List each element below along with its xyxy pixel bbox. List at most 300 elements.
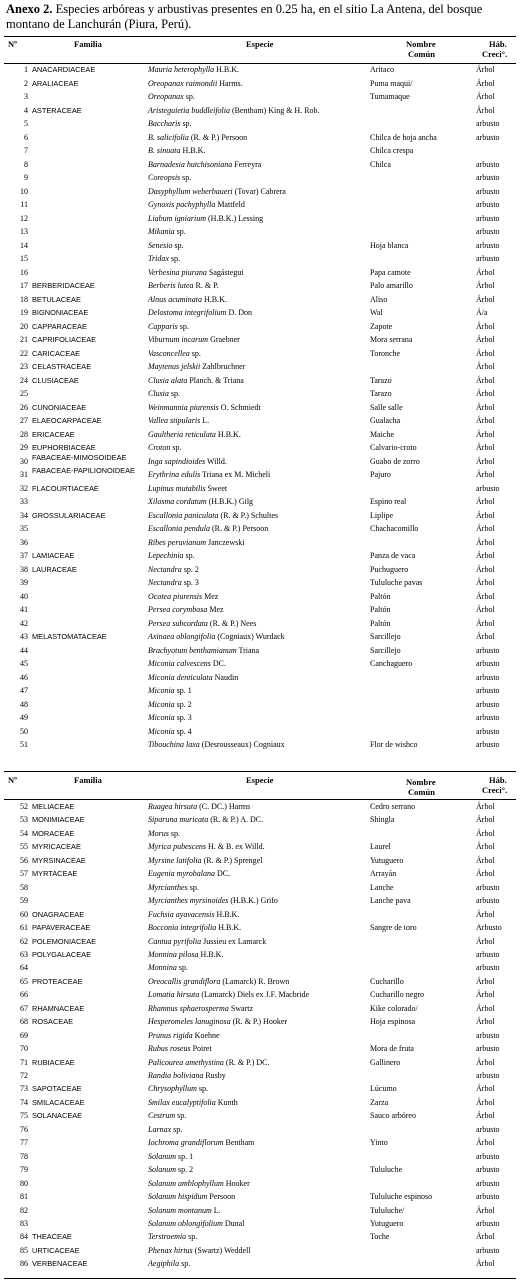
growth-habit-cell: arbusto [476,254,500,263]
species-author: (R. & P.) Persoon [188,132,248,142]
species-cell [148,1058,402,1068]
species-cell [148,673,402,683]
growth-habit-cell: Árbol [476,537,495,547]
species-author: sp. [179,1259,191,1269]
species-author: (Tovar) Cabrera [232,186,286,196]
common-name-cell: Toronche [370,348,401,358]
species-author: Bentham [223,1138,255,1148]
row-number: 30 [20,456,28,466]
family-cell: ARALIACEAE [32,78,79,88]
row-number: 43 [20,632,28,641]
species-name: Hesperomeles lanuginosa [148,1017,231,1027]
row-number: 33 [20,497,28,506]
species-cell [148,268,402,278]
row-number: 36 [20,537,28,547]
growth-habit-cell: Árbol [476,416,495,425]
species-name: B. sinuata [148,146,181,155]
common-name-cell: Flor de wishco [370,740,418,749]
species-author: DC. [210,659,226,668]
species-cell [148,937,402,947]
caption-text: Especies arbóreas y arbustivas presentes en 0.25 ha, en el sitio La Antena, del bosque montano de Lanchurán (Piura, Perú). [6,2,483,31]
species-cell [148,578,402,588]
species-cell [148,632,402,642]
family-cell: CUNONIACEAE [32,402,87,412]
species-author: Persoon [207,1192,236,1202]
growth-habit-cell: arbusto [476,119,500,128]
common-name-cell: Chachacomillo [370,524,419,533]
species-author: Ferreyra [232,159,262,169]
species-cell [148,538,402,548]
species-author: Hooker [223,1178,250,1188]
header-nombre: Nombre [406,39,436,49]
common-name-cell: Pajuro [370,470,391,479]
row-number: 21 [20,335,28,344]
common-name-cell: Chilca de hoja ancha [370,132,437,142]
common-name-cell: Lanche [370,882,394,892]
growth-habit-cell: Árbol [476,802,495,811]
species-cell [148,896,402,906]
species-name: Weinmannia piurensis [148,402,219,412]
species-cell [148,227,402,237]
row-number: 6 [24,132,28,142]
family-cell: POLYGALACEAE [32,949,92,959]
growth-habit-cell: arbusto [476,213,500,223]
species-cell [148,92,402,102]
growth-habit-cell: arbusto [476,1030,500,1040]
growth-habit-cell: Árbol [476,510,495,520]
species-author: H.B.K. [214,909,240,919]
species-cell [148,1152,402,1162]
common-name-cell: Sauco arbóreo [370,1111,416,1121]
row-number: 10 [20,186,28,196]
family-cell: SMILACACEAE [32,1097,85,1107]
growth-habit-cell: arbusto [476,882,500,892]
row-number: 14 [20,240,28,250]
species-cell [148,1125,402,1135]
family-cell: MELASTOMATACEAE [32,632,107,641]
species-author: Mez [202,591,219,601]
species-author: (R. & P.) Sprengel [201,855,263,865]
species-author: sp. [172,240,184,250]
species-name: Miconia denticulata [148,672,213,682]
family-cell: PAPAVERACEAE [32,923,91,933]
species-cell [148,335,402,345]
species-name: Viburnum incarum [148,335,209,344]
growth-habit-cell: Árbol [476,105,495,115]
row-number: 16 [20,267,28,277]
growth-habit-cell: arbusto [476,227,500,236]
species-name: Inga sapindioides [148,456,206,466]
species-name: Escallonia paniculata [148,510,219,520]
species-name: Palicourea amethystina [148,1057,224,1067]
growth-habit-cell: arbusto [476,1151,500,1161]
species-name: Iochroma grandiflorum [148,1138,224,1148]
growth-habit-cell: arbusto [476,1192,500,1202]
species-name: Vallea stipularis [148,416,201,425]
row-number: 27 [20,416,28,425]
row-number: 59 [20,896,28,906]
species-author: DC. [215,869,231,879]
species-author: L. [211,1205,221,1215]
species-cell [148,497,402,507]
growth-habit-cell: arbusto [476,159,500,169]
species-cell [148,659,402,669]
growth-habit-cell: Árbol [476,402,495,412]
species-cell [148,484,402,494]
species-author: (Lamarck) Diels ex J.F. Macbride [199,990,310,1000]
growth-habit-cell: Árbol [476,362,495,371]
row-number: 29 [20,443,28,452]
row-number: 24 [20,375,28,385]
species-cell [148,977,402,987]
family-cell: MELIACEAE [32,802,75,811]
table-bottom-rule [4,1278,516,1279]
species-name: Solanum [148,1165,176,1175]
common-name-cell: Sarcillejo [370,632,401,641]
species-name: Maytenus jelskii [148,362,201,371]
row-number: 35 [20,524,28,533]
species-cell [148,362,402,372]
family-cell: CELASTRACEAE [32,362,92,371]
species-cell [148,295,402,305]
growth-habit-cell: arbusto [476,659,500,668]
common-name-cell: Calvario-croto [370,443,417,452]
row-number: 5 [24,119,28,128]
species-cell [148,1071,402,1081]
growth-habit-cell: arbusto [476,1044,500,1054]
common-name-cell: Tumamaque [370,92,410,101]
family-cell: MYRTACEAE [32,869,78,879]
family-cell: BIGNONIACEAE [32,308,89,317]
species-author: H.B.K. [202,294,227,304]
row-number: 79 [20,1165,28,1175]
growth-habit-cell: Árbol [476,1003,495,1013]
species-author: sp. [168,254,181,263]
species-cell [148,308,402,318]
common-name-cell: Cucharillo negro [370,990,424,1000]
row-number: 38 [20,564,28,574]
species-author: H.B.K. [216,923,242,933]
species-cell [148,829,402,839]
row-number: 39 [20,578,28,587]
species-cell [148,1206,402,1216]
species-cell [148,565,402,575]
species-cell [148,133,402,143]
growth-habit-cell: Árbol [476,842,495,852]
row-number: 8 [24,159,28,169]
species-author: (R. & P.) Persoon [210,524,269,533]
row-number: 13 [20,227,28,236]
row-number: 81 [20,1192,28,1202]
row-number: 3 [24,92,28,101]
row-number: 57 [20,869,28,879]
growth-habit-cell: Árbol [476,335,495,344]
family-cell: MORACEAE [32,828,75,838]
row-number: 40 [20,591,28,601]
species-author: sp. [168,389,181,398]
species-author: Koehne [192,1030,220,1040]
growth-habit-cell: Árbol [476,618,495,628]
species-author: (R. & P.) A. DC. [208,815,264,825]
species-cell [148,1232,402,1242]
family-cell: EUPHORBIACEAE [32,443,96,452]
species-name: Miconia [148,686,175,695]
species-author: D. Don [226,308,253,317]
species-author: (H.B.K.) Gilg [206,497,254,506]
common-name-cell: Tululuche espinoso [370,1192,433,1202]
growth-habit-cell: Árbol [476,1111,495,1121]
growth-habit-cell: Árbol [476,267,495,277]
row-number: 73 [20,1084,28,1094]
species-cell [148,727,402,737]
species-author: (R. & P.) Schultes [218,510,278,520]
common-name-cell: Papa camote [370,267,411,277]
species-name: Berberis lutea [148,281,194,290]
species-name: Myrsine latifolia [148,855,202,865]
species-name: Cestrum [148,1111,176,1121]
species-name: Myrcianthes myrsinoides [148,896,229,906]
row-number: 48 [20,699,28,709]
growth-habit-cell: Árbol [476,78,495,88]
species-cell [148,551,402,561]
species-author: (Lamarck) R. Brown [220,976,290,986]
species-author: sp. [183,551,195,560]
species-name: Tibouchina laxa [148,740,200,749]
common-name-cell: Gualacha [370,416,401,425]
growth-habit-cell: Árbol [476,92,495,101]
row-number: 12 [20,213,28,223]
species-name: Solanum [148,1151,176,1161]
species-cell [148,376,402,386]
row-number: 64 [20,963,28,973]
species-name: Miconia [148,713,175,722]
species-author: sp. 3 [174,713,192,722]
growth-habit-cell: Árbol [476,936,495,946]
species-author: (R. & P.) DC. [223,1057,270,1067]
growth-habit-cell: arbusto [476,1124,500,1134]
species-cell [148,1044,402,1054]
growth-habit-cell: Árbol [476,591,495,601]
family-cell: ROSACEAE [32,1017,74,1027]
row-number: 75 [20,1111,28,1121]
family-cell: BERBERIDACEAE [32,281,95,290]
species-cell [148,686,402,696]
row-number: 28 [20,429,28,439]
species-author: Zahlbruchner [200,362,246,371]
species-name: Monnina pilosa [148,949,199,959]
species-author: sp. 2 [174,699,192,709]
species-name: Gynoxis pachyphylla [148,200,216,209]
row-number: 15 [20,254,28,263]
species-name: Barnadesia hutchisoniana [148,159,233,169]
family-cell: ERICACEAE [32,429,75,439]
family-cell: PROTEACEAE [32,976,83,986]
species-cell [148,910,402,920]
species-cell [148,923,402,933]
species-name: Verbesina piurana [148,267,207,277]
growth-habit-cell: Árbol [476,375,495,385]
species-author: H.B.K. [198,949,224,959]
growth-habit-cell: arbusto [476,483,500,493]
family-cell: LAMIACEAE [32,551,75,560]
header-num: Nº [8,775,17,785]
species-name: Lomatia hirsuta [148,990,200,1000]
common-name-cell: Gallinero [370,1057,401,1067]
row-number: 2 [24,78,28,88]
species-cell [148,1165,402,1175]
growth-habit-cell: Árbol [476,578,495,587]
growth-habit-cell: Arbusto [476,923,502,933]
common-name-cell: Canchaguero [370,659,413,668]
species-name: Miconia [148,699,175,709]
species-author: sp. [170,443,182,452]
row-number: 80 [20,1178,28,1188]
growth-habit-cell: arbusto [476,672,500,682]
species-cell [148,815,402,825]
family-cell: CARICACEAE [32,348,81,358]
family-cell: FABACEAE-PAPILIONOIDEAE [32,466,135,475]
row-number: 77 [20,1138,28,1148]
species-name: Nectandra [148,578,182,587]
row-number: 20 [20,321,28,331]
species-author: Naudin [212,672,239,682]
common-name-cell: Tarazo [370,389,392,398]
growth-habit-cell: arbusto [476,963,500,973]
growth-habit-cell: Árbol [476,909,495,919]
species-name: Vasconcellea [148,348,190,358]
species-author: sp. 4 [174,726,192,736]
species-cell [148,1111,402,1121]
common-name-cell: Toche [370,1232,390,1242]
header-rule [4,63,516,64]
growth-habit-cell: Árbol [476,281,495,290]
growth-habit-cell: Árbol [476,1097,495,1107]
growth-habit-cell: arbusto [476,1165,500,1175]
row-number: 82 [20,1205,28,1215]
species-author: sp. 3 [181,578,199,587]
species-cell [148,700,402,710]
species-author: Swartz [228,1003,254,1013]
species-author: L. [200,416,210,425]
species-author: Poiret [190,1044,212,1054]
growth-habit-cell: arbusto [476,686,500,695]
common-name-cell: Liplipe [370,510,394,520]
growth-habit-cell: arbusto [476,1178,500,1188]
species-name: Capparis [148,321,178,331]
species-name: Oreopanax [148,92,184,101]
row-number: 65 [20,976,28,986]
common-name-cell: Paltón [370,605,391,614]
species-cell [148,802,402,812]
common-name-cell: Espino real [370,497,407,506]
row-number: 70 [20,1044,28,1054]
family-cell: CLUSIACEAE [32,375,79,385]
growth-habit-cell: Árbol [476,976,495,986]
common-name-cell: Arrayán [370,869,397,879]
species-name: Terstroemia [148,1232,187,1242]
species-name: Phenax hirtus [148,1245,193,1255]
species-name: Lepechinia [148,551,184,560]
common-name-cell: Sangre de toro [370,923,417,933]
header-hab: Háb. [489,39,507,49]
species-author: (C. DC.) Harms [197,802,251,811]
common-name-cell: Cedro serrano [370,802,416,811]
header-comun: Común [408,49,435,59]
species-name: Aegiphila [148,1259,180,1269]
row-number: 31 [20,470,28,479]
common-name-cell: Lanche pava [370,896,411,906]
species-name: Solanum montanum [148,1205,212,1215]
species-name: Axinaea oblongifolia [148,632,216,641]
row-number: 71 [20,1057,28,1067]
species-cell [148,511,402,521]
common-name-cell: Panza de vaca [370,551,416,560]
species-name: Ocotea piurensis [148,591,203,601]
species-name: Chrysophyllum [148,1084,197,1094]
species-name: Miconia calvescens [148,659,211,668]
species-name: Myrcianthes [148,882,188,892]
species-cell [148,842,402,852]
header-rule [4,799,516,800]
species-author: sp. 1 [176,1151,194,1161]
growth-habit-cell: arbusto [476,726,500,736]
common-name-cell: Tululuche pavas [370,578,423,587]
species-name: Persea subcordata [148,618,208,628]
common-name-cell: Zarza [370,1097,389,1107]
species-author: sp. [183,92,195,101]
table-caption [6,2,514,32]
species-cell [148,146,402,156]
growth-habit-cell: arbusto [476,645,500,655]
header-creci: Creci°. [482,785,508,795]
species-author: sp. [171,1124,183,1134]
growth-habit-cell: arbusto [476,186,500,196]
family-cell: BETULACEAE [32,294,81,304]
common-name-cell: Guabo de zorro [370,456,420,466]
row-number: 76 [20,1124,28,1134]
header-creci: Creci°. [482,49,508,59]
row-number: 66 [20,990,28,1000]
growth-habit-cell: arbusto [476,1071,500,1080]
species-author: H.B.K. [215,429,241,439]
species-author: (Desrousseaux) Cogniaux [199,740,285,749]
species-name: Erythrina edulis [148,470,201,479]
family-cell: SOLANACEAE [32,1111,83,1121]
species-cell [148,200,402,210]
growth-habit-cell: Árbol [476,1138,495,1148]
species-name: Rhamnus sphaerosperma [148,1003,229,1013]
family-cell: VERBENACEAE [32,1259,88,1269]
family-cell: ELAEOCARPACEAE [32,416,102,425]
species-cell [148,856,402,866]
species-author: sp. 2 [176,1165,194,1175]
growth-habit-cell: Árbol [476,321,495,331]
species-author: sp. [180,119,192,128]
species-author: sp. [196,1084,209,1094]
common-name-cell: Yutuguero [370,1218,404,1228]
species-author: sp. [175,1111,187,1121]
common-name-cell: Paltón [370,591,391,601]
species-author: R. & P. [193,281,219,290]
family-cell: RUBIACEAE [32,1057,75,1067]
species-name: Solanum oblongifolium [148,1218,223,1228]
row-number: 63 [20,949,28,959]
header-num: Nº [8,39,17,49]
species-name: Cantua pyrifolia [148,936,202,946]
family-cell: MYRSINACEAE [32,855,86,865]
common-name-cell: Tarazo [370,375,392,385]
species-name: Gaultheria reticulata [148,429,216,439]
